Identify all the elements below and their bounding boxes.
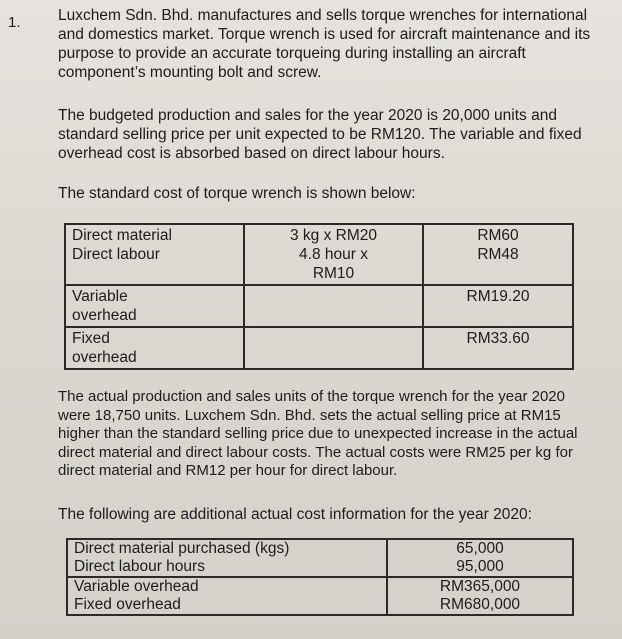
table-cell: RM33.60 (423, 327, 573, 369)
table-cell: RM19.20 (423, 285, 573, 327)
table-row (65, 224, 573, 285)
table-cell: Direct material purchased (kgs) Direct labour hours (67, 539, 387, 577)
intro-paragraph: Luxchem Sdn. Bhd. manufactures and sells torque wrenches for international and domestics market. Torque wrench is used for aircraft maintenance and its purpose to provide an accurate torqueing during installing an aircraft component’s mounting bolt and screw. (58, 7, 591, 81)
table-cell: 3 kg x RM20 4.8 hour x RM10 (244, 224, 423, 285)
table-cell: Variable overhead (65, 285, 244, 327)
table-cell: Fixed overhead (65, 327, 244, 369)
budget-paragraph: The budgeted production and sales for the year 2020 is 20,000 units and standard selling price per unit expected to be RM120. The variable and fixed overhead cost is absorbed based on direct labour hours. (58, 107, 582, 162)
table-row (67, 577, 573, 615)
question-number: 1. (8, 14, 21, 31)
table-row (65, 285, 573, 327)
table-cell: RM365,000 RM680,000 (387, 577, 573, 615)
standard-cost-table (64, 223, 574, 370)
additional-info-heading: The following are additional actual cost information for the year 2020: (58, 506, 532, 523)
table-row (65, 327, 573, 369)
table-cell: 65,000 95,000 (387, 539, 573, 577)
actual-paragraph: The actual production and sales units of the torque wrench for the year 2020 were 18,750 units. Luxchem Sdn. Bhd. sets the actual selling price at RM15 higher than the standard selling price due to unexpected increase in the actual direct material and direct labour costs. The actual costs were RM25 per kg for direct material and RM12 per hour for direct labour. (58, 388, 578, 479)
table-cell (244, 327, 423, 369)
table-cell (244, 285, 423, 327)
standard-cost-heading: The standard cost of torque wrench is shown below: (58, 185, 416, 202)
table-cell: Direct material Direct labour (65, 224, 244, 285)
table-cell: RM60 RM48 (423, 224, 573, 285)
table-row (67, 539, 573, 577)
actual-cost-table (66, 538, 574, 616)
table-cell: Variable overhead Fixed overhead (67, 577, 387, 615)
